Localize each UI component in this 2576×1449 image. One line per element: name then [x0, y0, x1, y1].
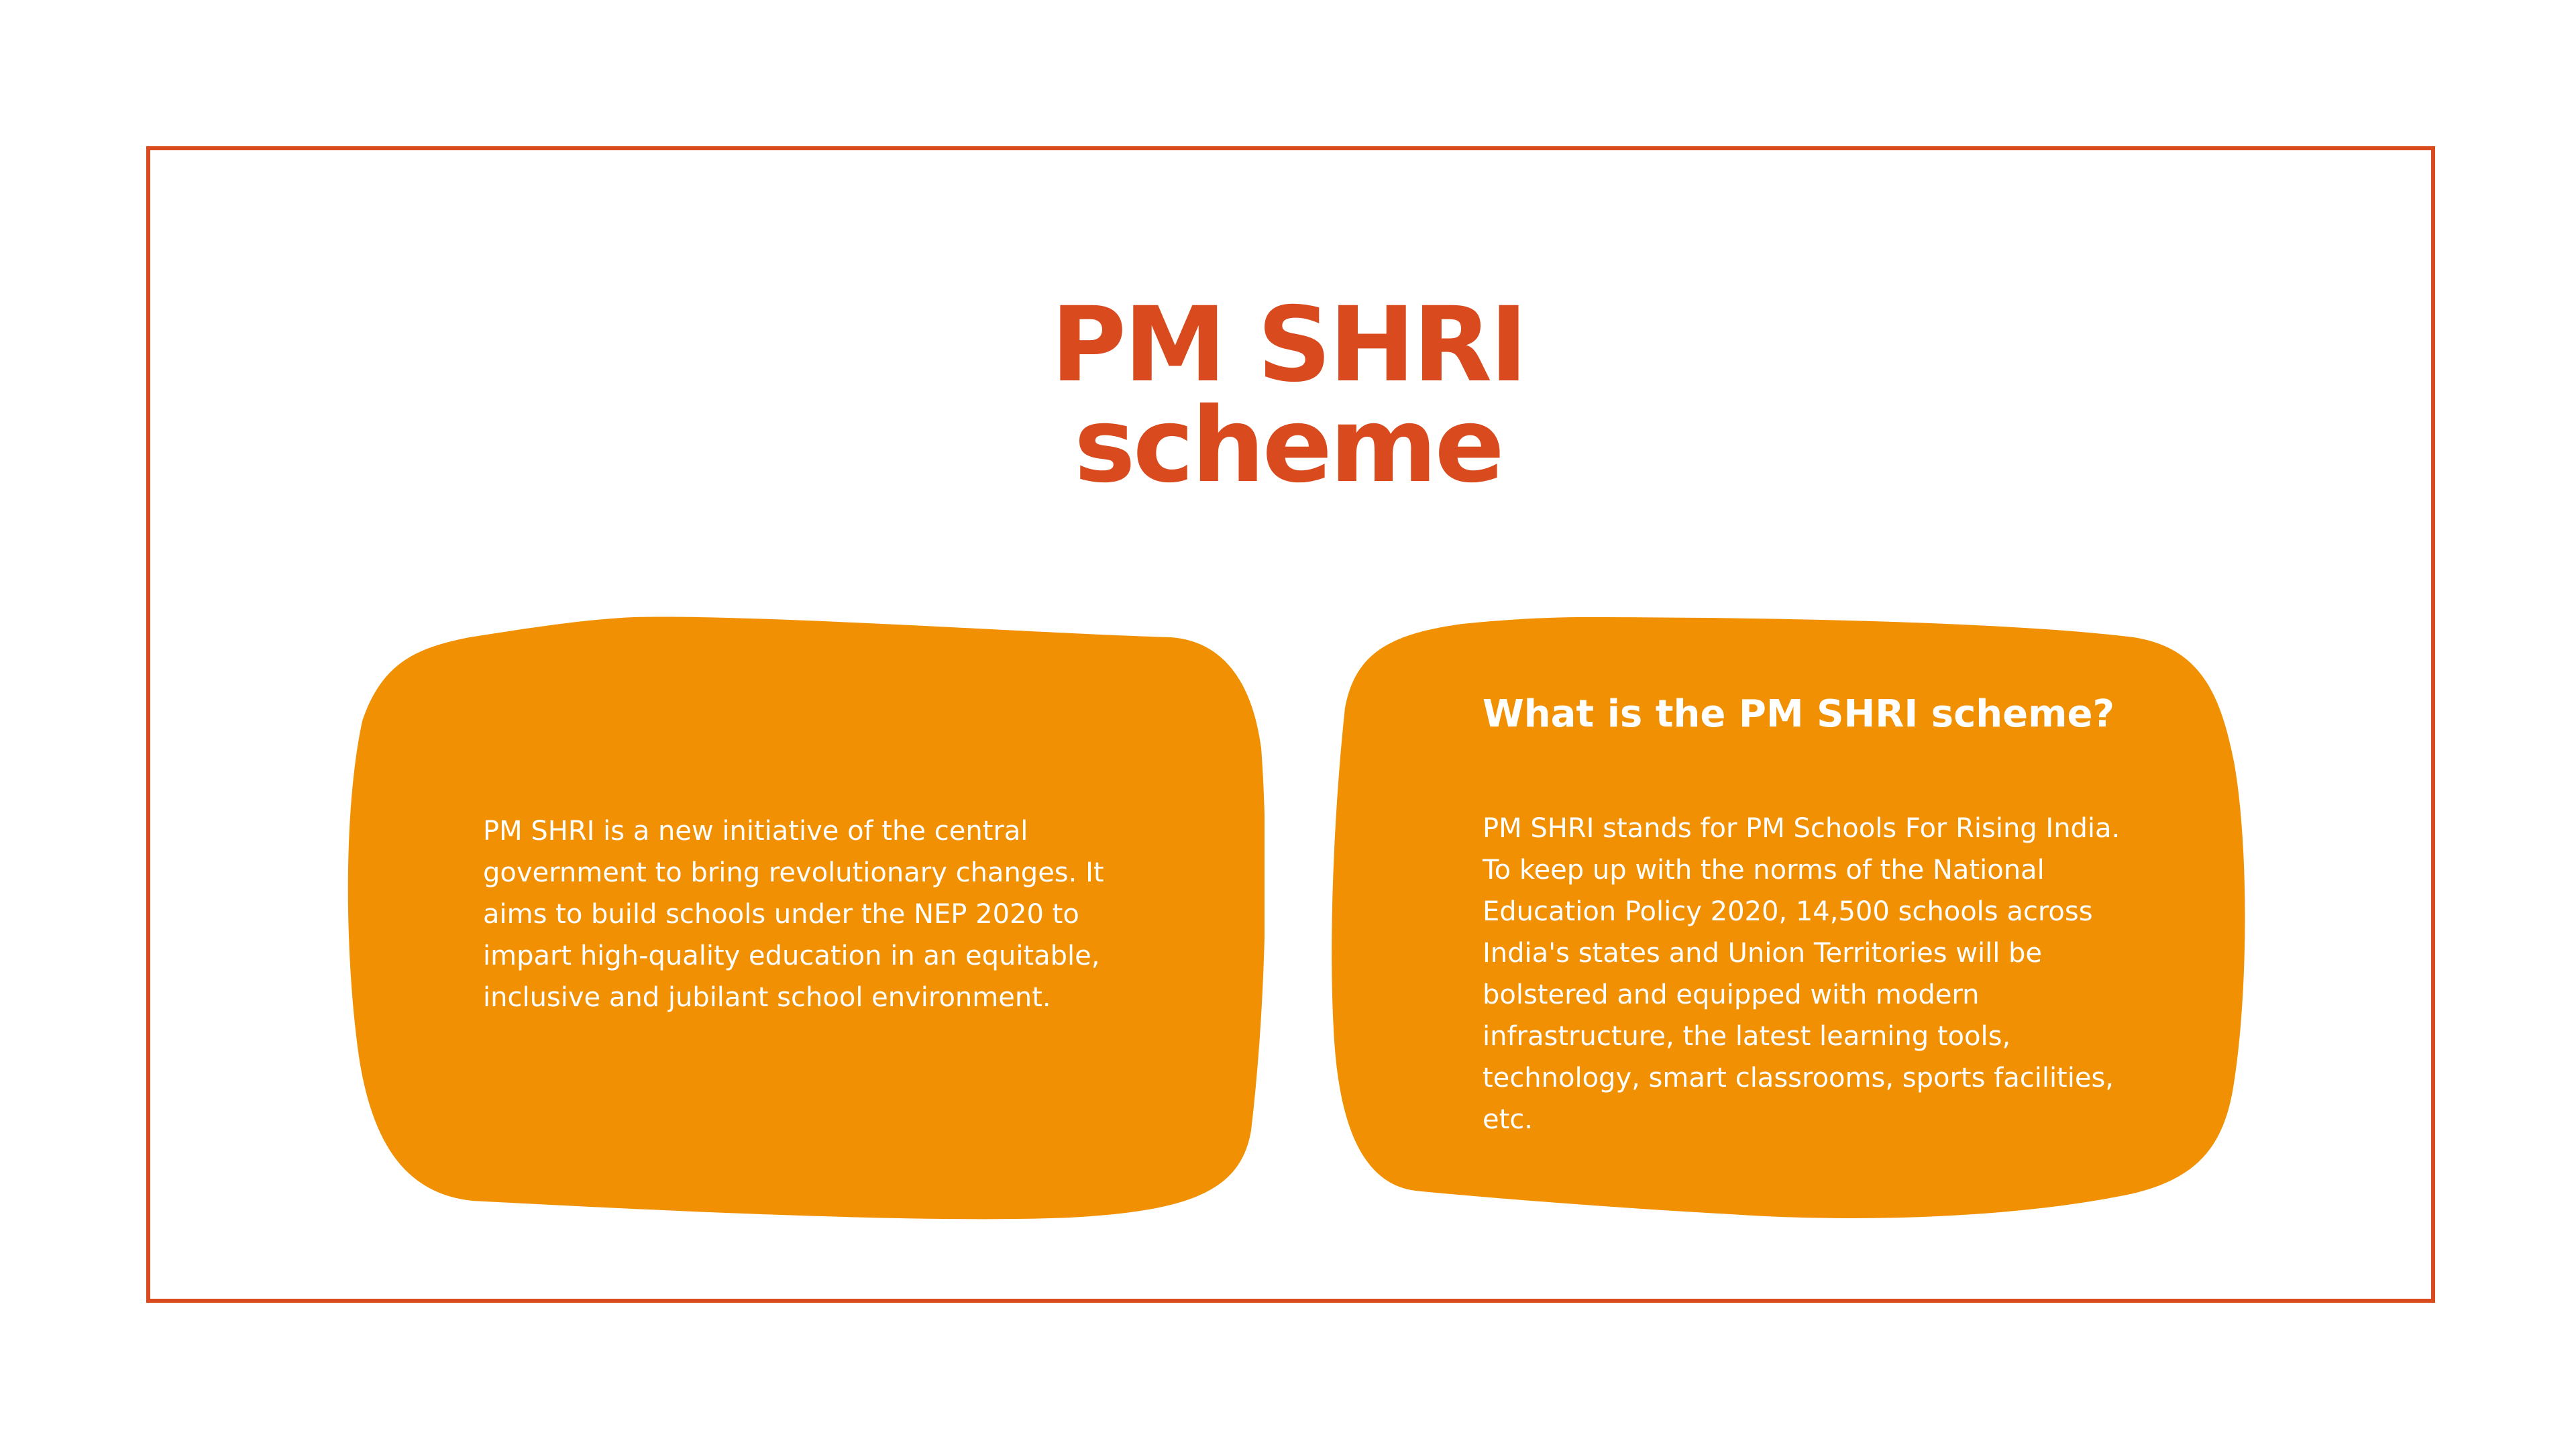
title-line-1: PM SHRI: [1051, 285, 1525, 405]
title-line-2: scheme: [1074, 386, 1502, 506]
right-card-heading: What is the PM SHRI scheme?: [1483, 692, 2114, 736]
left-card-body: PM SHRI is a new initiative of the central government to bring revolutionary changes. It aims to build schools under the NEP 2020 to impart high-quality education in an equitable, inclusive and jubilant school environment.: [483, 816, 1104, 1013]
page-title: [0, 285, 2576, 506]
right-card-body: PM SHRI stands for PM Schools For Rising India. To keep up with the norms of the National Education Policy 2020, 14,500 schools across India's states and Union Territories will be bolstered and equipped with modern infrastructure, the latest learning tools, technology, smart classrooms, sports facilities, etc.: [1483, 813, 2121, 1135]
